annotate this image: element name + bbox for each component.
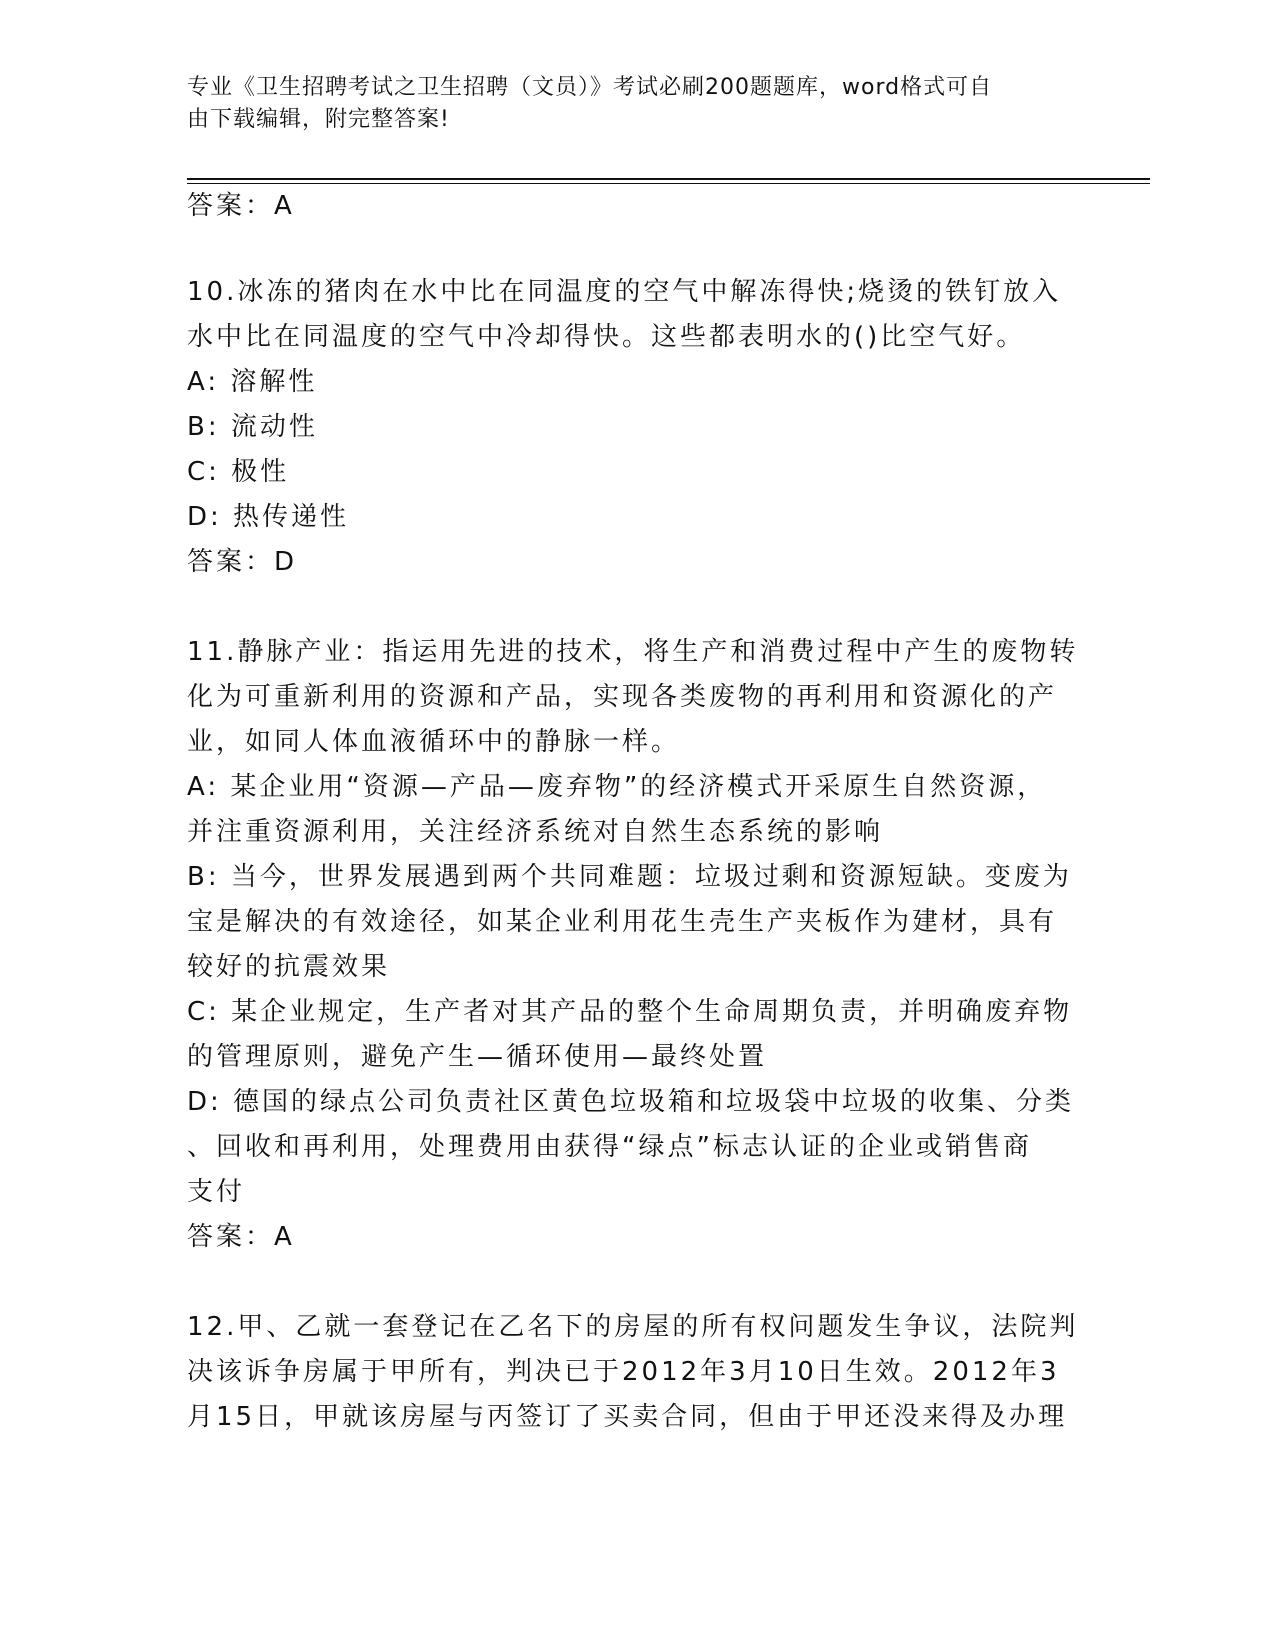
option-b-cont: 较好的抗震效果 bbox=[187, 952, 391, 982]
option-b: B: 流动性 bbox=[187, 412, 318, 442]
option-a: A: 溶解性 bbox=[187, 367, 318, 397]
question-line: 12.甲、乙就一套登记在乙名下的房屋的所有权问题发生争议，法院判 bbox=[187, 1312, 1079, 1342]
option-a-cont: 并注重资源利用，关注经济系统对自然生态系统的影响 bbox=[187, 817, 884, 847]
option-a: A: 某企业用“资源—产品—废弃物”的经济模式开采原生自然资源， bbox=[187, 772, 1047, 802]
question-line: 月15日，甲就该房屋与丙签订了买卖合同，但由于甲还没来得及办理 bbox=[187, 1402, 1068, 1432]
option-d: D: 德国的绿点公司负责社区黄色垃圾箱和垃圾袋中垃圾的收集、分类 bbox=[187, 1087, 1075, 1117]
option-d: D: 热传递性 bbox=[187, 502, 350, 532]
header-divider bbox=[187, 178, 1150, 180]
answer-line: 答案：A bbox=[187, 1222, 295, 1252]
page-header bbox=[187, 72, 1067, 136]
option-d-cont: 支付 bbox=[187, 1177, 246, 1207]
question-line: 10.冰冻的猪肉在水中比在同温度的空气中解冻得快;烧烫的铁钉放入 bbox=[187, 277, 1062, 307]
question-line: 化为可重新利用的资源和产品，实现各类废物的再利用和资源化的产 bbox=[187, 682, 1058, 712]
question-line: 水中比在同温度的空气中冷却得快。这些都表明水的()比空气好。 bbox=[187, 322, 1026, 352]
question-line: 决该诉争房属于甲所有，判决已于2012年3月10日生效。2012年3 bbox=[187, 1357, 1060, 1387]
option-b: B: 当今，世界发展遇到两个共同难题：垃圾过剩和资源短缺。变废为 bbox=[187, 862, 1072, 892]
header-divider-thin bbox=[187, 183, 1150, 184]
option-c: C: 某企业规定，生产者对其产品的整个生命周期负责，并明确废弃物 bbox=[187, 997, 1073, 1027]
option-d-cont: 、回收和再利用，处理费用由获得“绿点”标志认证的企业或销售商 bbox=[187, 1132, 1032, 1162]
question-line: 11.静脉产业：指运用先进的技术，将生产和消费过程中产生的废物转 bbox=[187, 637, 1079, 667]
answer-line: 答案：A bbox=[187, 191, 295, 221]
option-c-cont: 的管理原则，避免产生—循环使用—最终处置 bbox=[187, 1042, 768, 1072]
question-line: 业，如同人体血液循环中的静脉一样。 bbox=[187, 727, 681, 757]
option-c: C: 极性 bbox=[187, 457, 290, 487]
option-b-cont: 宝是解决的有效途径，如某企业利用花生壳生产夹板作为建材，具有 bbox=[187, 907, 1058, 937]
header-line: 由下载编辑，附完整答案! bbox=[187, 107, 450, 132]
header-line: 专业《卫生招聘考试之卫生招聘（文员）》考试必刷200题题库，word格式可自 bbox=[187, 75, 993, 100]
answer-line: 答案：D bbox=[187, 547, 298, 577]
